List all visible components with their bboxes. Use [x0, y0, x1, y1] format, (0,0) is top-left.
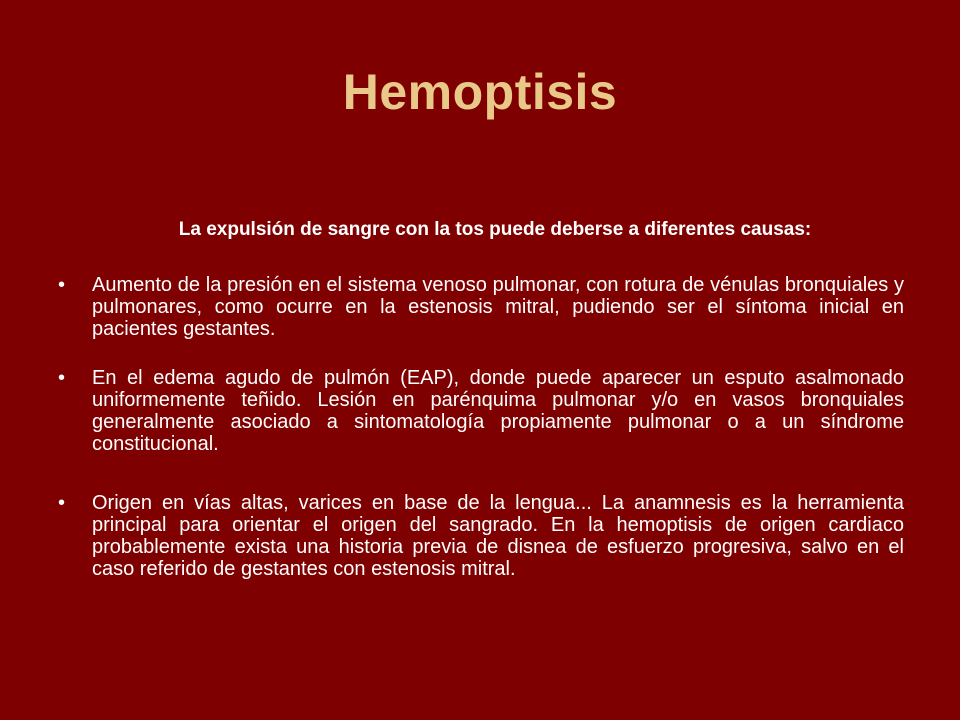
bullet-text: En el edema agudo de pulmón (EAP), donde puede aparecer un esputo asalmonado uniformemente teñido. Lesión en parénquima pulmonar y/o en vasos bronquiales generalmente asociado a sintomatología propiamente pulmonar o a un síndrome constitucional.	[92, 367, 904, 455]
bullet-list	[58, 274, 904, 580]
bullet-item	[58, 367, 904, 455]
bullet-marker: •	[58, 367, 66, 389]
slide-subtitle: La expulsión de sangre con la tos puede deberse a diferentes causas:	[178, 219, 812, 240]
bullet-item	[58, 274, 904, 340]
bullet-marker: •	[58, 274, 66, 296]
bullet-marker: •	[58, 492, 66, 514]
bullet-text: Aumento de la presión en el sistema venoso pulmonar, con rotura de vénulas bronquiales y pulmonares, como ocurre en la estenosis mitral, pudiendo ser el síntoma inicial en pacientes gestantes.	[92, 274, 904, 340]
bullet-text: Origen en vías altas, varices en base de la lengua... La anamnesis es la herramienta principal para orientar el origen del sangrado. En la hemoptisis de origen cardiaco probablemente exista una historia previa de disnea de esfuerzo progresiva, salvo en el caso referido de gestantes con estenosis mitral.	[92, 492, 904, 580]
slide-title: Hemoptisis	[342, 64, 618, 120]
bullet-item	[58, 492, 904, 580]
